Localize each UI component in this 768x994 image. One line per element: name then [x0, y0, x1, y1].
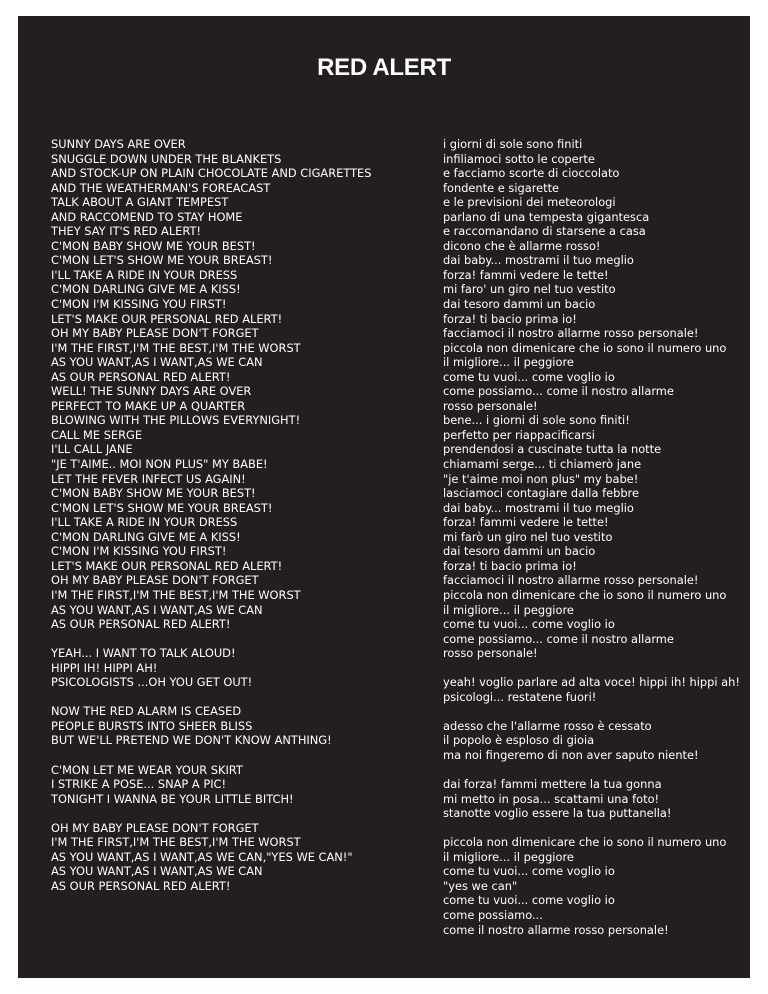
english-lyric-line: PERFECT TO MAKE UP A QUARTER [51, 398, 246, 413]
english-lyric-line: AS YOU WANT,AS I WANT,AS WE CAN,"YES WE CAN!" [51, 849, 353, 864]
italian-lyric-line: psicologi... restatene fuori! [443, 689, 597, 704]
italian-lyric-line: forza! ti bacio prima io! [443, 558, 577, 573]
english-lyric-line: AND RACCOMEND TO STAY HOME [51, 209, 243, 224]
italian-lyric-line: lasciamoci contagiare dalla febbre [443, 486, 639, 501]
english-lyric-line: OH MY BABY PLEASE DON'T FORGET [51, 326, 259, 341]
italian-lyric-line: facciamoci il nostro allarme rosso personale! [443, 326, 699, 341]
italian-lyric-line: il popolo è esploso di gioia [443, 733, 595, 748]
english-lyric-line: C'MON LET'S SHOW ME YOUR BREAST! [51, 253, 273, 268]
italian-lyric-line: dai forza! fammi mettere la tua gonna [443, 777, 662, 792]
italian-lyric-line: il migliore... il peggiore [443, 849, 574, 864]
italian-lyric-line: forza! fammi vedere le tette! [443, 515, 609, 530]
english-lyric-line: PSICOLOGISTS ...OH YOU GET OUT! [51, 675, 253, 690]
italian-lyric-line: dai baby... mostrami il tuo meglio [443, 500, 634, 515]
italian-lyric-line: dai tesoro dammi un bacio [443, 544, 596, 559]
english-lyric-line: OH MY BABY PLEASE DON'T FORGET [51, 820, 259, 835]
italian-stanza [443, 675, 745, 704]
italian-lyric-line: forza! ti bacio prima io! [443, 311, 577, 326]
italian-lyric-line: rosso personale! [443, 646, 538, 661]
english-lyric-line: C'MON I'M KISSING YOU FIRST! [51, 297, 227, 312]
english-lyric-line: C'MON LET ME WEAR YOUR SKIRT [51, 762, 243, 777]
italian-lyric-line: come possiamo... [443, 907, 543, 922]
english-stanza [51, 137, 411, 632]
english-stanza [51, 704, 411, 748]
english-lyric-line: I'LL TAKE A RIDE IN YOUR DRESS [51, 515, 238, 530]
english-lyric-line: LET'S MAKE OUR PERSONAL RED ALERT! [51, 558, 283, 573]
english-lyric-line: C'MON LET'S SHOW ME YOUR BREAST! [51, 500, 273, 515]
english-lyric-line: AS YOU WANT,AS I WANT,AS WE CAN [51, 602, 263, 617]
italian-lyric-line: come tu vuoi... come voglio io [443, 864, 615, 879]
english-lyric-line: TALK ABOUT A GIANT TEMPEST [51, 195, 229, 210]
italian-lyric-line: come tu vuoi... come voglio io [443, 617, 615, 632]
italian-lyric-line: il migliore... il peggiore [443, 602, 574, 617]
italian-lyric-line: piccola non dimenicare che io sono il numero uno [443, 835, 727, 850]
italian-lyric-line: adesso che l'allarme rosso è cessato [443, 718, 652, 733]
italian-stanza [443, 137, 745, 661]
italian-lyric-line: dicono che è allarme rosso! [443, 238, 601, 253]
english-lyric-line: "JE T'AIME.. MOI NON PLUS" MY BABE! [51, 457, 268, 472]
italian-lyric-line: come possiamo... come il nostro allarme [443, 631, 674, 646]
english-lyric-line: PEOPLE BURSTS INTO SHEER BLISS [51, 718, 253, 733]
italian-lyric-line: perfetto per riappacificarsi [443, 427, 595, 442]
italian-lyric-line: come il nostro allarme rosso personale! [443, 922, 669, 937]
english-lyric-line: LET'S MAKE OUR PERSONAL RED ALERT! [51, 311, 283, 326]
english-lyric-line: BLOWING WITH THE PILLOWS EVERYNIGHT! [51, 413, 301, 428]
italian-lyric-line: stanotte voglio essere la tua puttanella! [443, 806, 672, 821]
italian-stanza [443, 835, 745, 937]
lyrics-sheet [18, 16, 750, 978]
english-lyric-line: I'LL CALL JANE [51, 442, 133, 457]
english-lyric-line: AS OUR PERSONAL RED ALERT! [51, 369, 231, 384]
italian-lyric-line: come tu vuoi... come voglio io [443, 369, 615, 384]
english-lyric-line: SUNNY DAYS ARE OVER [51, 137, 186, 151]
english-stanza [51, 763, 411, 807]
italian-lyric-line: i giorni di sole sono finiti [443, 137, 583, 151]
english-lyric-line: TONIGHT I WANNA BE YOUR LITTLE BITCH! [51, 791, 294, 806]
italian-lyrics-column [443, 137, 745, 952]
english-lyric-line: I STRIKE A POSE... SNAP A PIC! [51, 777, 227, 792]
english-lyric-line: NOW THE RED ALARM IS CEASED [51, 704, 242, 719]
italian-lyric-line: infiliamoci sotto le coperte [443, 151, 595, 166]
english-lyric-line: SNUGGLE DOWN UNDER THE BLANKETS [51, 151, 282, 166]
italian-lyric-line: chiamami serge... ti chiamerò jane [443, 457, 642, 472]
italian-lyric-line: piccola non dimenicare che io sono il numero uno [443, 340, 727, 355]
italian-lyric-line: facciamoci il nostro allarme rosso personale! [443, 573, 699, 588]
english-stanza [51, 646, 411, 690]
english-lyric-line: I'M THE FIRST,I'M THE BEST,I'M THE WORST [51, 835, 301, 850]
english-lyric-line: AS OUR PERSONAL RED ALERT! [51, 878, 231, 893]
italian-lyric-line: e raccomandano di starsene a casa [443, 224, 646, 239]
english-lyric-line: YEAH... I WANT TO TALK ALOUD! [51, 646, 236, 661]
italian-lyric-line: yeah! voglio parlare ad alta voce! hippi ih! hippi ah! [443, 675, 740, 690]
english-lyric-line: OH MY BABY PLEASE DON'T FORGET [51, 573, 259, 588]
english-lyric-line: C'MON DARLING GIVE ME A KISS! [51, 529, 241, 544]
italian-lyric-line: come possiamo... come il nostro allarme [443, 384, 674, 399]
italian-lyric-line: bene... i giorni di sole sono finiti! [443, 413, 630, 428]
english-lyric-line: AS OUR PERSONAL RED ALERT! [51, 617, 231, 632]
english-lyric-line: CALL ME SERGE [51, 427, 143, 442]
italian-lyric-line: come tu vuoi... come voglio io [443, 893, 615, 908]
english-lyric-line: C'MON BABY SHOW ME YOUR BEST! [51, 486, 256, 501]
english-lyric-line: HIPPI IH! HIPPI AH! [51, 660, 158, 675]
italian-lyric-line: ma noi fingeremo di non aver saputo niente! [443, 747, 699, 762]
italian-lyric-line: prendendosi a cuscinate tutta la notte [443, 442, 662, 457]
italian-lyric-line: mi faro' un giro nel tuo vestito [443, 282, 616, 297]
italian-lyric-line: mi metto in posa... scattami una foto! [443, 791, 660, 806]
page-title: RED ALERT [317, 54, 451, 81]
english-lyric-line: BUT WE'LL PRETEND WE DON'T KNOW ANTHING! [51, 733, 332, 748]
english-lyric-line: I'M THE FIRST,I'M THE BEST,I'M THE WORST [51, 340, 301, 355]
english-lyric-line: AND STOCK-UP ON PLAIN CHOCOLATE AND CIGARETTES [51, 166, 372, 181]
italian-lyric-line: parlano di una tempesta gigantesca [443, 209, 650, 224]
english-lyric-line: C'MON BABY SHOW ME YOUR BEST! [51, 238, 256, 253]
english-lyric-line: AS YOU WANT,AS I WANT,AS WE CAN [51, 864, 263, 879]
italian-lyric-line: piccola non dimenicare che io sono il numero uno [443, 587, 727, 602]
italian-lyric-line: il migliore... il peggiore [443, 355, 574, 370]
english-lyric-line: I'LL TAKE A RIDE IN YOUR DRESS [51, 267, 238, 282]
english-lyric-line: C'MON I'M KISSING YOU FIRST! [51, 544, 227, 559]
english-lyric-line: LET THE FEVER INFECT US AGAIN! [51, 471, 246, 486]
italian-lyric-line: "je t'aime moi non plus" my babe! [443, 471, 639, 486]
english-lyric-line: AND THE WEATHERMAN'S FOREACAST [51, 180, 271, 195]
italian-lyric-line: dai baby... mostrami il tuo meglio [443, 253, 634, 268]
italian-lyric-line: forza! fammi vedere le tette! [443, 267, 609, 282]
italian-lyric-line: mi farò un giro nel tuo vestito [443, 529, 613, 544]
italian-lyric-line: rosso personale! [443, 398, 538, 413]
english-lyric-line: WELL! THE SUNNY DAYS ARE OVER [51, 384, 252, 399]
english-lyric-line: I'M THE FIRST,I'M THE BEST,I'M THE WORST [51, 587, 301, 602]
english-stanza [51, 821, 411, 894]
english-lyric-line: THEY SAY IT'S RED ALERT! [51, 224, 201, 239]
italian-stanza [443, 719, 745, 763]
english-lyrics-column [51, 137, 411, 908]
english-lyric-line: C'MON DARLING GIVE ME A KISS! [51, 282, 241, 297]
italian-lyric-line: "yes we can" [443, 878, 518, 893]
italian-lyric-line: e le previsioni dei meteorologi [443, 195, 616, 210]
english-lyric-line: AS YOU WANT,AS I WANT,AS WE CAN [51, 355, 263, 370]
italian-lyric-line: e facciamo scorte di cioccolato [443, 166, 620, 181]
italian-lyric-line: fondente e sigarette [443, 180, 560, 195]
italian-stanza [443, 777, 745, 821]
italian-lyric-line: dai tesoro dammi un bacio [443, 297, 596, 312]
